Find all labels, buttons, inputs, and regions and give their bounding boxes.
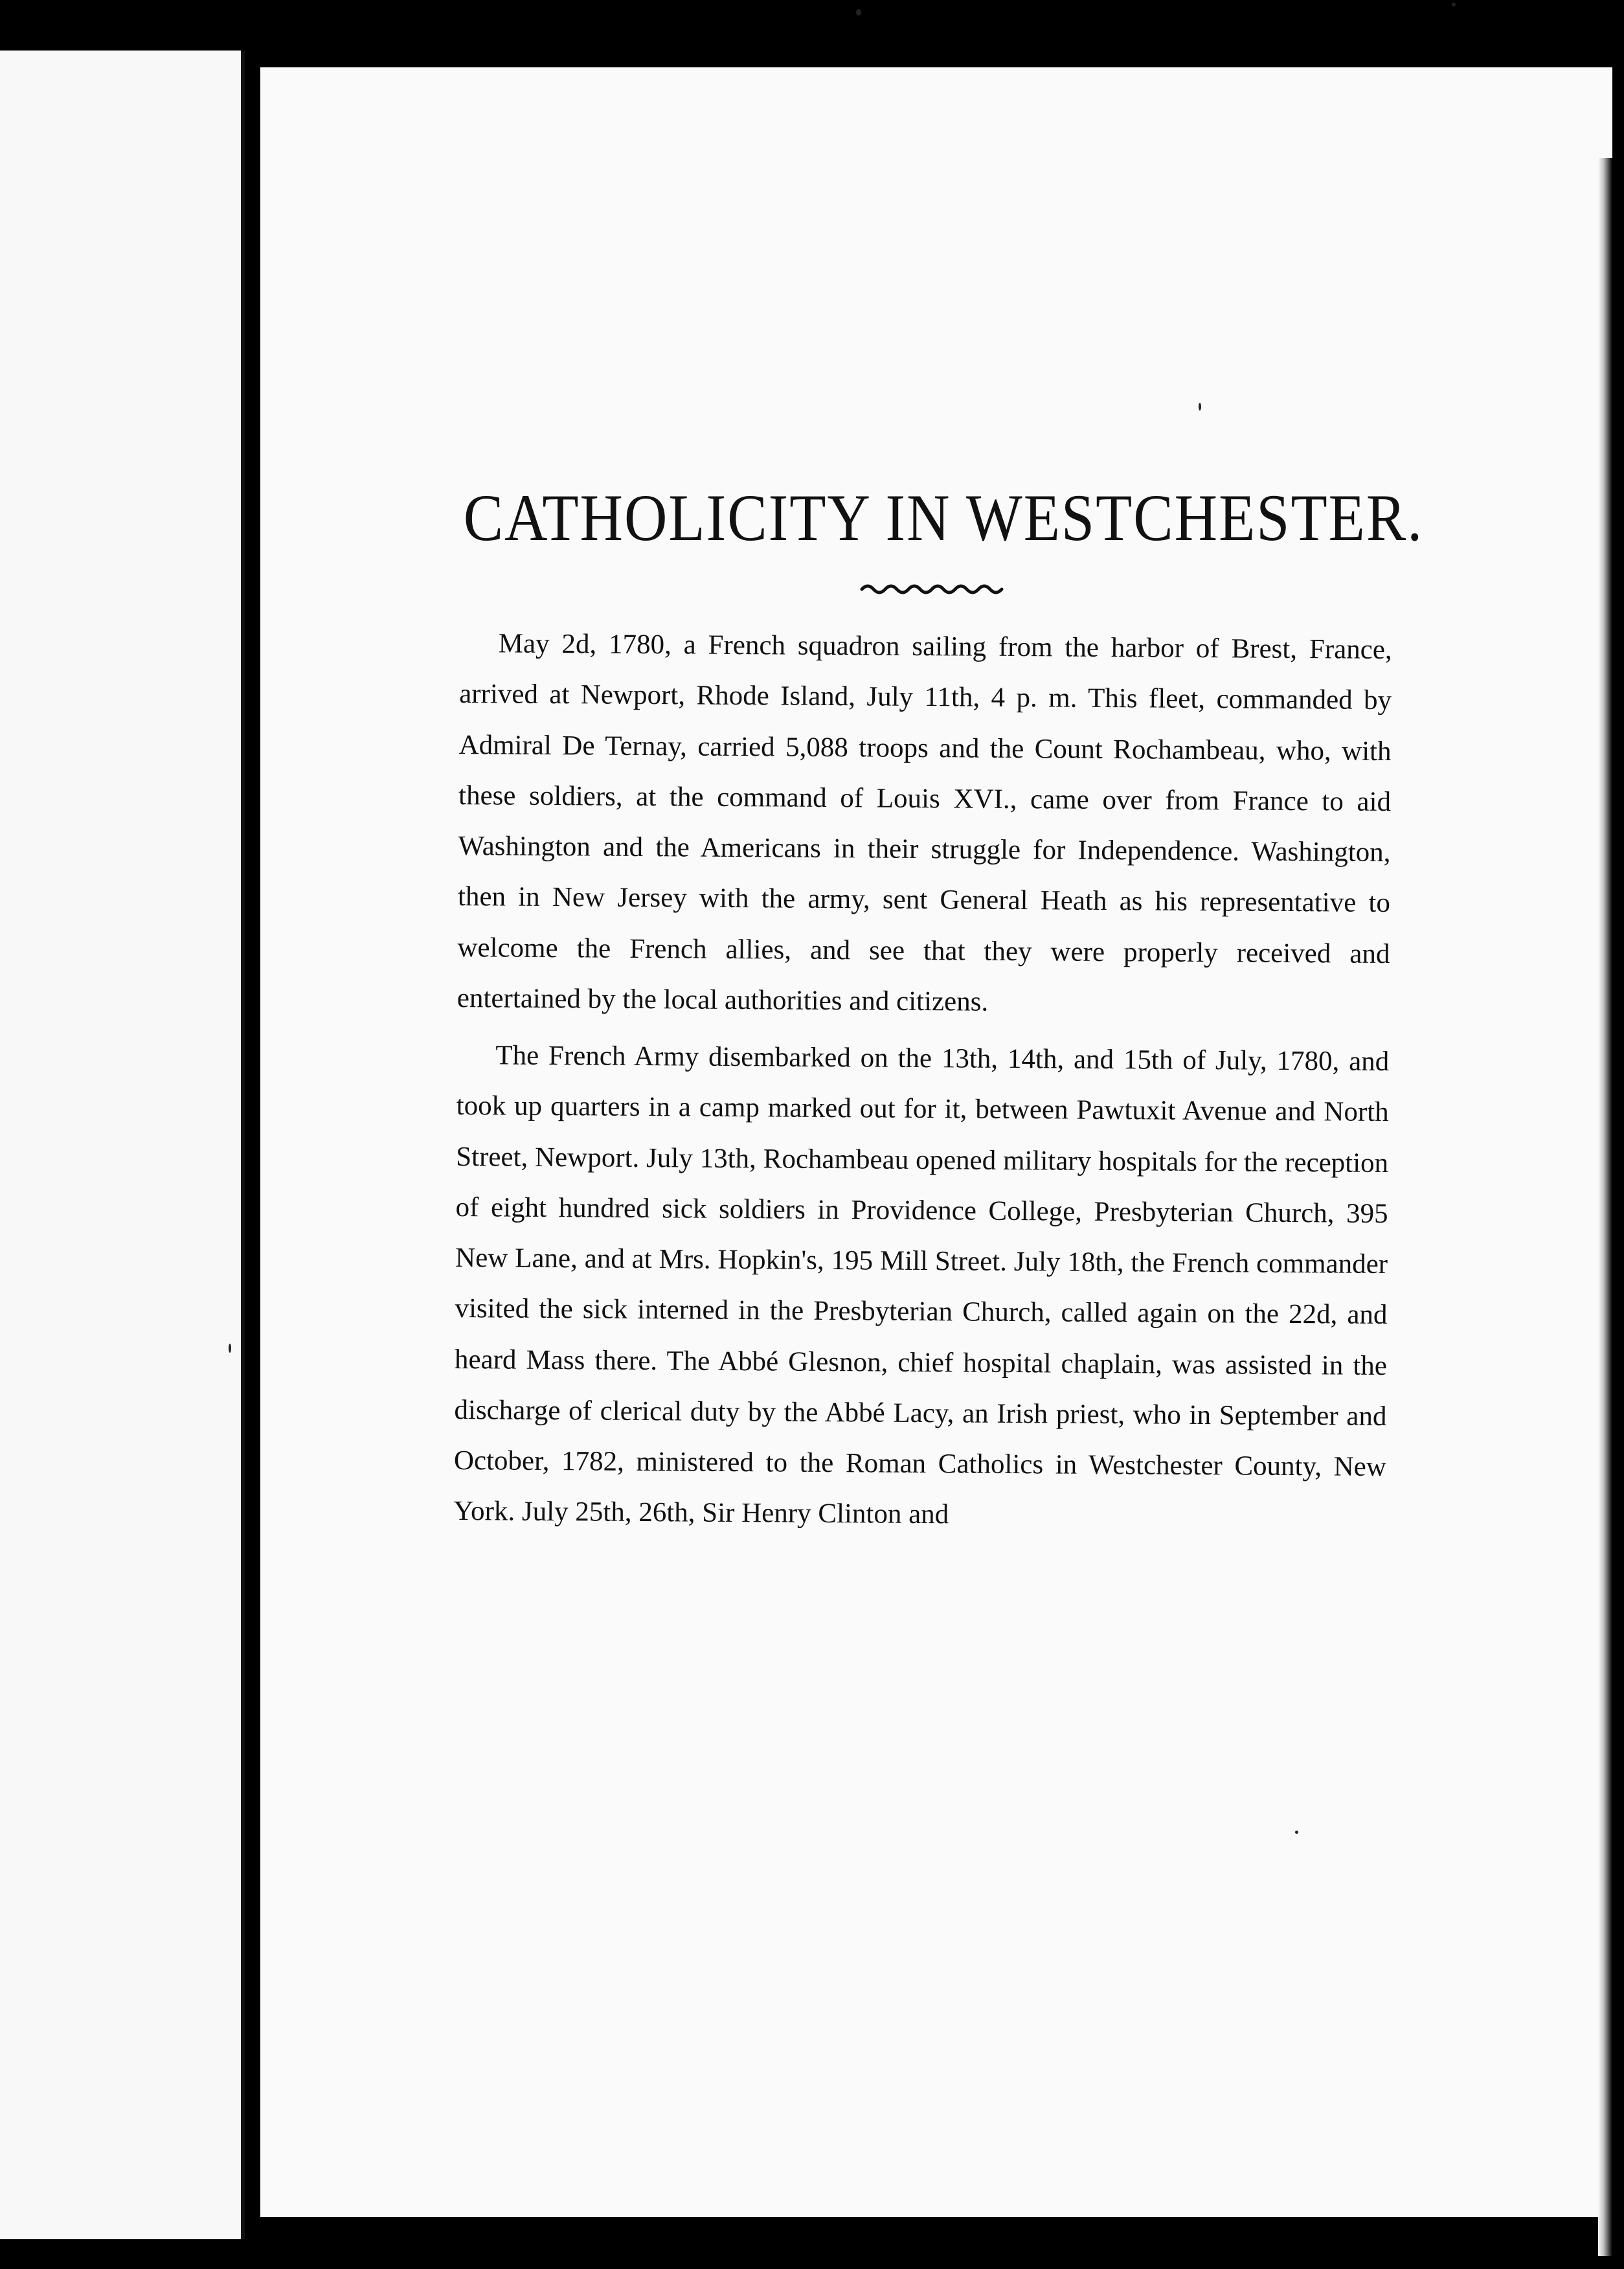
left-page-blank	[0, 51, 245, 2239]
ornamental-wave-divider	[858, 580, 1013, 597]
article-body	[453, 618, 1392, 1550]
scan-speck	[856, 9, 861, 16]
scan-speck	[1295, 1831, 1298, 1834]
scan-speck	[1199, 403, 1201, 411]
paragraph-1: May 2d, 1780, a French squadron sailing from the harbor of Brest, France, arrived at Newport, Rhode Island, July 11th, 4 p. m. This fleet, commanded by Admiral De Ternay, carried 5,088 troops and the Count Rochambeau, who, with these soldiers, at the command of Louis XVI., came over from France to aid Washington and the Americans in their struggle for Independence. Washington, then in New Jersey with the army, sent General Heath as his representative to welcome the French allies, and see that they were properly received and entertained by the local authorities and citizens.	[457, 628, 1392, 1017]
page-title: CATHOLICITY IN WESTCHESTER.	[463, 480, 1424, 555]
paragraph-2: The French Army disembarked on the 13th, 14th, and 15th of July, 1780, and took up quarters in a camp marked out for it, between Pawtuxit Avenue and North Street, Newport. July 13th, Rochambeau opened military hospitals for the reception of eight hundred sick soldiers in Providence College, Presbyterian Church, 395 New Lane, and at Mrs. Hopkin's, 195 Mill Street. July 18th, the French commander visited the sick interned in the Presbyterian Church, called again on the 22d, and heard Mass there. The Abbé Glesnon, chief hospital chaplain, was assisted in the discharge of clerical duty by the Abbé Lacy, an Irish priest, who in September and October, 1782, ministered to the Roman Catholics in Westchester County, New York. July 25th, 26th, Sir Henry Clinton and	[453, 1040, 1390, 1530]
page-edge-shadow	[1598, 158, 1612, 2256]
scan-speck	[229, 1344, 231, 1353]
scan-speck	[1452, 3, 1456, 6]
